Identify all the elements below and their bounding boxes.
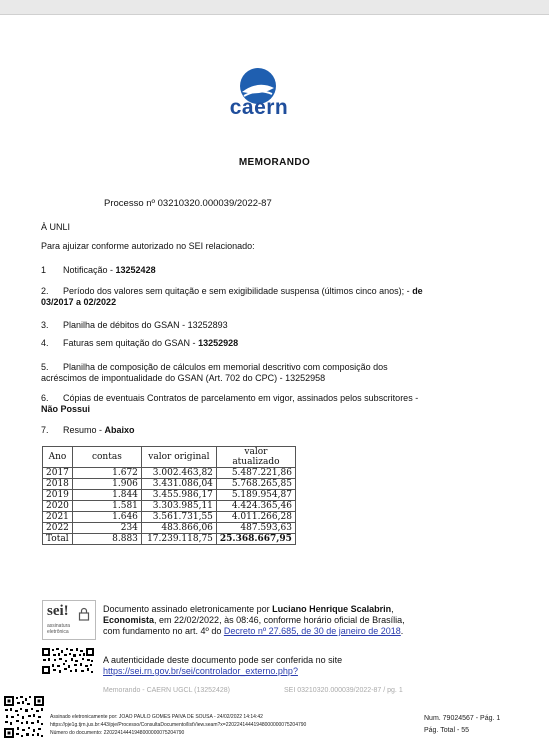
page-total: Pág. Total - 55 bbox=[424, 727, 470, 734]
recipient: À UNLI bbox=[41, 222, 71, 232]
page-number: Num. 79024567 - Pág. 1 bbox=[424, 715, 501, 722]
document-number-line: Número do documento: 22022414441948000000075204790 bbox=[50, 730, 185, 736]
intro-text: Para ajuizar conforme autorizado no SEI relacionado: bbox=[41, 241, 255, 251]
list-item: 2. Período dos valores sem quitação e sem exigibilidade suspensa (últimos cinco anos); - de 03/2017 a 02/2022 bbox=[41, 286, 423, 307]
table-row: 2020 1.581 3.303.985,11 4.424.365,46 bbox=[43, 501, 296, 512]
process-number: Processo nº 03210320.000039/2022-87 bbox=[104, 198, 272, 209]
footer-sei-ref: SEI 03210320.000039/2022-87 / pg. 1 bbox=[284, 687, 403, 694]
table-row: 2018 1.906 3.431.086,04 5.768.265,85 bbox=[43, 479, 296, 490]
sei-seal: sei! assinatura eletrônica bbox=[42, 600, 96, 640]
list-item: 1 Notificação - 13252428 bbox=[41, 265, 156, 275]
table-row: 2022 234 483.866,06 487.593,63 bbox=[43, 523, 296, 534]
signed-by-line: Assinado eletronicamente por: JOAO PAULO GOMES PAIVA DE SOUSA - 24/02/2022 14:14:42 bbox=[50, 714, 263, 720]
logo-wordmark: caern bbox=[229, 96, 289, 119]
table-header-row: Ano contas valor original valor atualizado bbox=[43, 447, 296, 468]
decree-link[interactable]: Decreto nº 27.685, de 30 de janeiro de 2018 bbox=[223, 626, 401, 636]
footer-doc-id: Memorando - CAERN UGCL (13252428) bbox=[103, 687, 230, 694]
table-total-row: Total 8.883 17.239.118,75 25.368.667,95 bbox=[43, 534, 296, 545]
table-row: 2017 1.672 3.002.463,82 5.487.221,86 bbox=[43, 468, 296, 479]
lock-icon bbox=[78, 607, 90, 621]
table-row: 2019 1.844 3.455.986,17 5.189.954,87 bbox=[43, 490, 296, 501]
authenticity-link[interactable]: https://sei.rn.gov.br/sei/controlador_externo.php? bbox=[103, 666, 298, 676]
table-row: 2021 1.646 3.561.731,55 4.011.266,28 bbox=[43, 512, 296, 523]
summary-table bbox=[42, 446, 296, 545]
list-item: 7. Resumo - Abaixo bbox=[41, 425, 135, 435]
pje-url-line: https://pje1g.tjrn.jus.br:443/pje/Processo/ConsultaDocumento/listView.seam?x=22022414441948000000075204790 bbox=[50, 722, 307, 728]
signature-text: Documento assinado eletronicamente por Luciano Henrique Scalabrin, Economista, em 22/02/2022, às 08:46, conforme horário oficial de Brasília, com fundamento no art. 4º do Decreto nº 27.685, de 30 de janeiro de 2018. bbox=[103, 604, 405, 636]
list-item: 3. Planilha de débitos do GSAN - 13252893 bbox=[41, 320, 228, 330]
document-title: MEMORANDO bbox=[238, 157, 311, 168]
authenticity-text: A autenticidade deste documento pode ser conferida no site https://sei.rn.gov.br/sei/controlador_externo.php? bbox=[103, 655, 343, 676]
authentication-qr-code bbox=[42, 648, 94, 674]
list-item: 6. Cópias de eventuais Contratos de parcelamento em vigor, assinados pelos subscritores - Não Possui bbox=[41, 393, 419, 414]
list-item: 5. Planilha de composição de cálculos em memorial descritivo com composição dos acréscimos de impontualidade do GSAN (Art. 702 do CPC) - 13252958 bbox=[41, 362, 388, 383]
pje-qr-code bbox=[4, 696, 44, 738]
page-top-bar bbox=[0, 0, 549, 15]
list-item: 4. Faturas sem quitação do GSAN - 13252928 bbox=[41, 338, 239, 348]
